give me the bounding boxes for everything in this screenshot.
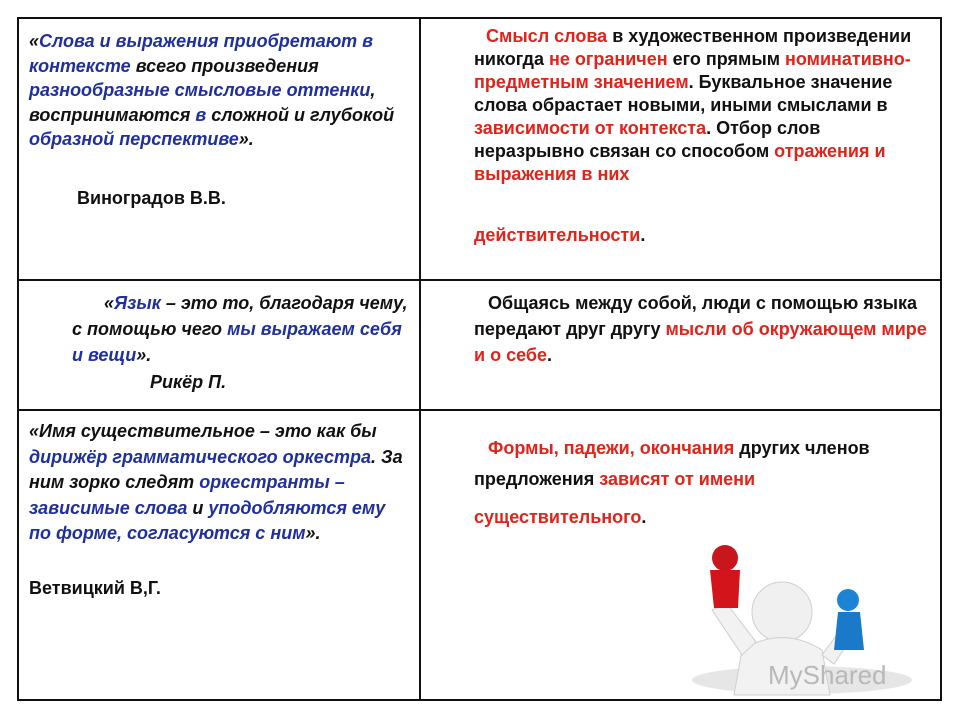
text-run: . За ним зорко следят (29, 446, 403, 493)
text-run: и (187, 497, 209, 518)
text-run: зависимости от контекста (474, 118, 707, 138)
author-3: Ветвицкий В,Г. (29, 578, 161, 598)
text-run: других членов предложения (474, 438, 870, 489)
text-cell-3 (474, 433, 894, 495)
author-2: Рикёр П. (150, 372, 227, 392)
text-run: . Отбор слов неразрывно связан со способом (474, 118, 821, 161)
text-run: «Имя существительное – это как бы (29, 421, 377, 441)
text-run: образной перспективе (29, 129, 239, 150)
row-divider-1 (17, 279, 942, 281)
text-run: его прямым (667, 49, 786, 69)
text-run: не ограничен (548, 49, 668, 69)
text-run: . (640, 225, 646, 245)
text-run: ». (238, 129, 254, 150)
text-run: , воспринимаются (29, 80, 376, 125)
text-run: мы выражаем себя и вещи (72, 319, 402, 365)
text-run: существительного (474, 507, 642, 527)
quote-cell-1 (29, 29, 405, 152)
text-run: в (195, 104, 207, 125)
text-run: . Буквальное значение слова обрастает новыми, иными смыслами в (474, 72, 893, 115)
text-run: Формы, падежи, окончания (488, 438, 735, 458)
column-divider (419, 17, 421, 701)
author-1: Виноградов В.В. (77, 188, 226, 208)
text-run: номинативно-предметным значением (474, 49, 911, 92)
text-run: дирижёр грамматического оркестра (29, 446, 371, 467)
watermark-logo: MyShared (768, 660, 887, 690)
text-run: . (641, 507, 647, 527)
text-run: отражения и выражения в них (474, 141, 886, 184)
text-run: ». (136, 345, 152, 365)
quote-cell-3 (29, 419, 405, 547)
text-cell-1 (474, 25, 934, 186)
text-run: « (29, 31, 40, 51)
text-run: уподобляются ему по форме, согласуются с ним (29, 497, 386, 544)
text-run: – это то, благодаря чему, с помощью чего (72, 293, 408, 339)
text-run: « (104, 293, 115, 313)
row-divider-2 (17, 409, 942, 411)
quote-cell-2 (72, 290, 412, 368)
text-run: Смысл слова (486, 26, 608, 46)
text-run: сложной и глубокой (206, 104, 395, 125)
text-run: ». (305, 523, 321, 544)
text-run: разнообразные смысловые оттенки (29, 80, 371, 101)
text-cell-2 (474, 290, 934, 368)
text-cell-3-tail (474, 506, 894, 529)
text-run: Язык (114, 293, 161, 313)
text-run: в художественном произведении никогда (474, 26, 912, 69)
text-run: всего произведения (130, 55, 319, 76)
text-cell-1-tail (474, 224, 934, 247)
text-run: Общаясь между собой, люди с помощью языка передают друг другу (474, 293, 918, 339)
text-run: . (546, 345, 552, 365)
text-run: мысли об окружающем мире и о себе (474, 319, 927, 365)
text-run: оркестранты – зависимые слова (29, 472, 345, 518)
text-run: зависят от имени (599, 469, 756, 489)
text-run: Слова и выражения приобретают в контексте (29, 31, 373, 76)
text-run: действительности (474, 225, 641, 245)
